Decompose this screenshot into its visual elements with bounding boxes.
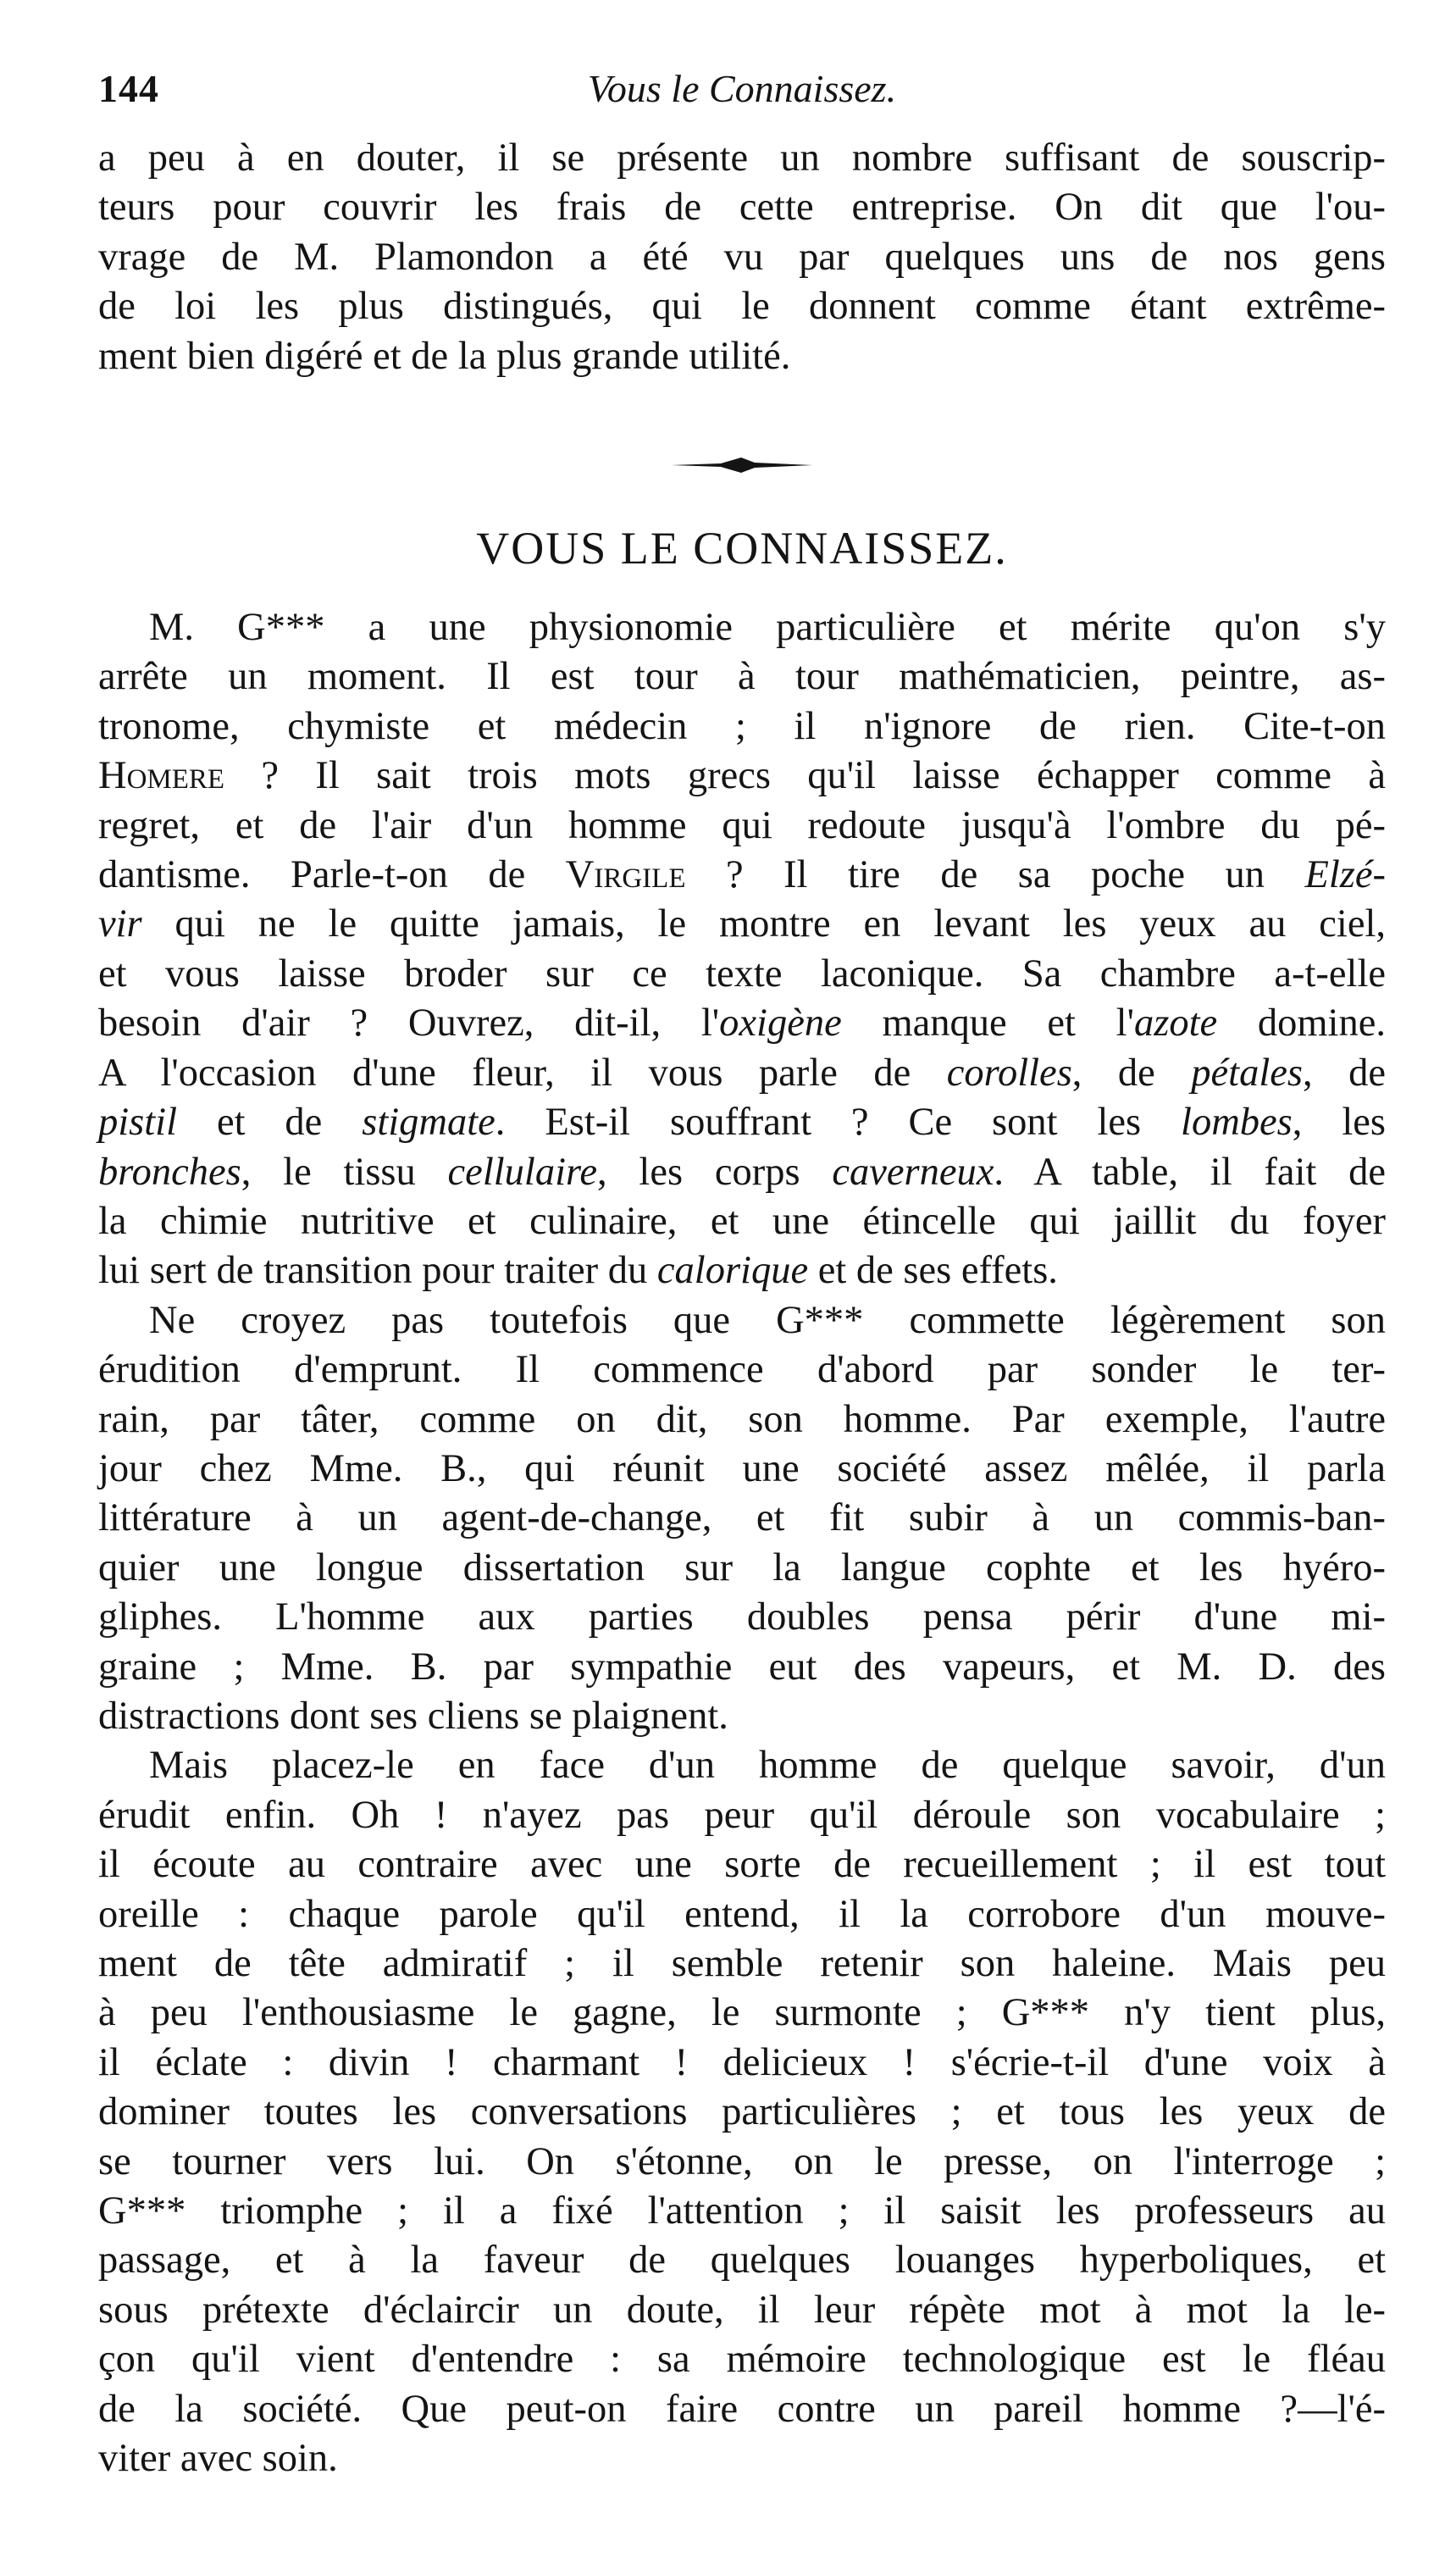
text-line: dominer toutes les conversations particulières ; et tous les yeux de: [98, 2090, 1386, 2134]
text-line: [98, 999, 1386, 1048]
italic-term: azote: [1134, 1001, 1218, 1046]
text-line: de la société. Que peut-on faire contre un pareil homme ?—l'é-: [98, 2387, 1386, 2431]
italic-term: Elzé-: [1304, 853, 1386, 897]
text-line: M. G*** a une physionomie particulière et mérite qu'on s'y: [149, 606, 1386, 650]
article-paragraph-2: [98, 1296, 1386, 1742]
text-line: distractions dont ses cliens se plaignent.: [98, 1694, 728, 1738]
name-homere: Homere: [98, 754, 225, 798]
text-line: passage, et à la faveur de quelques louanges hyperboliques, et: [98, 2238, 1386, 2283]
text-line: a peu à en douter, il se présente un nombre suffisant de souscrip-: [98, 136, 1386, 180]
text-line: [98, 1246, 1386, 1295]
text-line: arrête un moment. Il est tour à tour mathématicien, peintre, as-: [98, 655, 1386, 699]
text-line: teurs pour couvrir les frais de cette entreprise. On dit que l'ou-: [98, 186, 1386, 230]
continuation-paragraph: [98, 134, 1386, 381]
italic-term: pistil: [98, 1101, 178, 1145]
text-line: tronome, chymiste et médecin ; il n'ignore de rien. Cite-t-on: [98, 704, 1386, 748]
text-fragment: et de: [177, 1101, 363, 1145]
text-line: çon qu'il vient d'entendre : sa mémoire technologique est le fléau: [98, 2338, 1386, 2382]
text-fragment: , les: [1292, 1101, 1386, 1145]
text-fragment: A l'occasion d'une fleur, il vous parle de: [98, 1051, 947, 1095]
text-line: se tourner vers lui. On s'étonne, on le presse, on l'interroge ;: [98, 2139, 1386, 2183]
text-fragment: , les corps: [597, 1150, 833, 1194]
section-divider-ornament: [670, 454, 814, 476]
text-line: [98, 1098, 1386, 1147]
text-line: G*** triomphe ; il a fixé l'attention ; il saisit les professeurs au: [98, 2189, 1386, 2233]
text-line: sous prétexte d'éclaircir un doute, il leur répète mot à mot la le-: [98, 2288, 1386, 2332]
text-line: et vous laisse broder sur ce texte laconique. Sa chambre a-t-elle: [98, 951, 1386, 996]
text-fragment: et de ses effets.: [808, 1249, 1058, 1293]
article-title: VOUS LE CONNAISSEZ.: [476, 523, 1008, 574]
text-fragment: , de: [1071, 1051, 1192, 1095]
text-fragment: ? Il sait trois mots grecs qu'il laisse échapper comme à: [224, 754, 1386, 798]
text-line: [98, 1049, 1386, 1098]
text-fragment: . Est-il souffrant ? Ce sont les: [495, 1101, 1182, 1145]
name-virgile: Virgile: [565, 853, 686, 897]
book-page: [98, 49, 1386, 2483]
text-line: [98, 851, 1386, 900]
text-line: de loi les plus distingués, qui le donnent comme étant extrême-: [98, 285, 1386, 329]
text-fragment: , le tissu: [241, 1150, 448, 1194]
text-line: rain, par tâter, comme on dit, son homme. Par exemple, l'autre: [98, 1397, 1386, 1441]
text-fragment: manque et l': [841, 1001, 1134, 1046]
text-line: ment de tête admiratif ; il semble retenir son haleine. Mais peu: [98, 1942, 1386, 1985]
italic-term: pétales: [1191, 1051, 1304, 1095]
text-line: gliphes. L'homme aux parties doubles pensa périr d'une mi-: [98, 1595, 1386, 1639]
text-fragment: ? Il tire de sa poche un: [685, 853, 1305, 897]
text-line: il écoute au contraire avec une sorte de recueillement ; il est tout: [98, 1843, 1386, 1887]
italic-term: lombes: [1181, 1101, 1293, 1145]
text-line: jour chez Mme. B., qui réunit une société assez mêlée, il parla: [98, 1446, 1386, 1490]
text-line: [98, 1148, 1386, 1197]
text-line: regret, et de l'air d'un homme qui redoute jusqu'à l'ombre du pé-: [98, 803, 1386, 847]
text-line: [98, 900, 1386, 949]
text-line: viter avec soin.: [98, 2437, 338, 2481]
text-line: graine ; Mme. B. par sympathie eut des vapeurs, et M. D. des: [98, 1645, 1386, 1689]
text-fragment: . A table, il fait de: [994, 1150, 1387, 1194]
italic-term: corolles: [946, 1051, 1072, 1095]
text-line: à peu l'enthousiasme le gagne, le surmonte ; G*** n'y tient plus,: [98, 1991, 1386, 2035]
text-fragment: domine.: [1217, 1001, 1386, 1046]
text-line: Ne croyez pas toutefois que G*** commette légèrement son: [149, 1298, 1386, 1342]
text-line: la chimie nutritive et culinaire, et une étincelle qui jaillit du foyer: [98, 1199, 1386, 1243]
text-line: Mais placez-le en face d'un homme de quelque savoir, d'un: [149, 1744, 1386, 1788]
running-head: [98, 49, 1386, 117]
running-title: Vous le Connaissez.: [587, 67, 897, 110]
italic-term: calorique: [656, 1249, 809, 1293]
text-fragment: qui ne le quitte jamais, le montre en levant les yeux au ciel,: [141, 902, 1386, 946]
article-paragraph-1: [98, 603, 1386, 1296]
text-fragment: , de: [1303, 1051, 1387, 1095]
italic-term: cellulaire: [447, 1150, 598, 1194]
text-fragment: dantisme. Parle-t-on de: [98, 853, 566, 897]
italic-term: oxigène: [719, 1001, 842, 1046]
text-line: quier une longue dissertation sur la langue cophte et les hyéro-: [98, 1545, 1386, 1589]
italic-term: stigmate: [362, 1101, 495, 1145]
italic-term: bronches: [98, 1150, 241, 1194]
text-line: [98, 752, 1386, 801]
text-fragment: lui sert de transition pour traiter du: [98, 1249, 657, 1293]
page-number: 144: [98, 67, 159, 110]
text-line: vrage de M. Plamondon a été vu par quelques uns de nos gens: [98, 235, 1386, 279]
text-line: il éclate : divin ! charmant ! delicieux ! s'écrie-t-il d'une voix à: [98, 2040, 1386, 2084]
text-line: ment bien digéré et de la plus grande utilité.: [98, 334, 791, 378]
text-line: littérature à un agent-de-change, et fit subir à un commis-ban-: [98, 1496, 1386, 1540]
text-line: oreille : chaque parole qu'il entend, il la corrobore d'un mouve-: [98, 1892, 1386, 1936]
text-line: érudit enfin. Oh ! n'ayez pas peur qu'il déroule son vocabulaire ;: [98, 1793, 1386, 1837]
italic-term: caverneux: [832, 1150, 994, 1194]
text-fragment: besoin d'air ? Ouvrez, dit-il, l': [98, 1001, 720, 1046]
article-paragraph-3: [98, 1741, 1386, 2483]
italic-term: vir: [98, 902, 142, 946]
text-line: érudition d'emprunt. Il commence d'abord par sonder le ter-: [98, 1348, 1386, 1392]
